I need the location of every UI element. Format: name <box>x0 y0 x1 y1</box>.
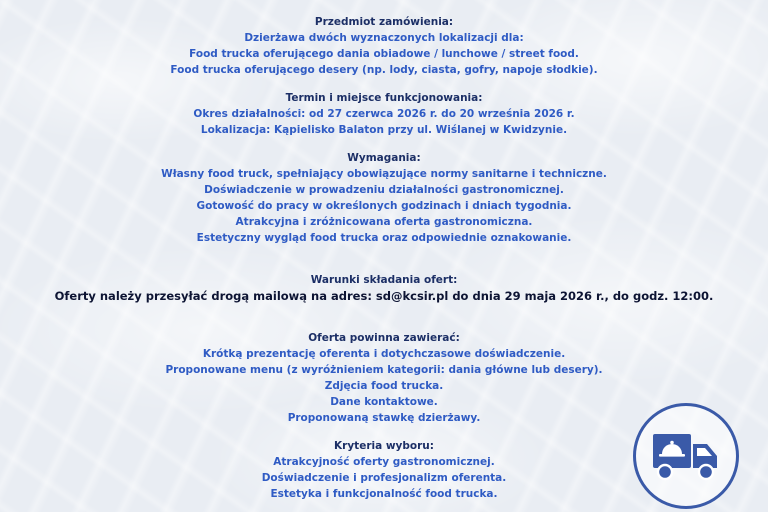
food-truck-badge <box>633 403 739 509</box>
schedule-heading: Termin i miejsce funkcjonowania: <box>285 92 483 104</box>
subject-section <box>0 14 768 78</box>
submission-section <box>0 272 768 304</box>
criteria-heading: Kryteria wyboru: <box>334 440 434 452</box>
requirement-item: Atrakcyjna i zróżnicowana oferta gastronomiczna. <box>235 216 533 228</box>
requirement-item: Własny food truck, spełniający obowiązujące normy sanitarne i techniczne. <box>161 168 607 180</box>
subject-line: Food trucka oferującego dania obiadowe / lunchowe / street food. <box>189 48 579 60</box>
subject-line: Dzierżawa dwóch wyznaczonych lokalizacji dla: <box>244 32 524 44</box>
requirement-item: Doświadczenie w prowadzeniu działalności gastronomicznej. <box>204 184 564 196</box>
offer-contents-item: Proponowaną stawkę dzierżawy. <box>287 412 481 424</box>
requirement-item: Estetyczny wygląd food trucka oraz odpowiednie oznakowanie. <box>196 232 572 244</box>
schedule-section <box>0 90 768 138</box>
criteria-item: Atrakcyjność oferty gastronomicznej. <box>273 456 495 468</box>
criteria-item: Doświadczenie i profesjonalizm oferenta. <box>261 472 507 484</box>
offer-contents-section <box>0 330 768 426</box>
subject-heading: Przedmiot zamówienia: <box>314 16 454 28</box>
schedule-line: Lokalizacja: Kąpielisko Balaton przy ul. Wiślanej w Kwidzynie. <box>200 124 568 136</box>
offer-contents-heading: Oferta powinna zawierać: <box>308 332 460 344</box>
subject-line: Food trucka oferującego desery (np. lody, ciasta, gofry, napoje słodkie). <box>170 64 598 76</box>
requirement-item: Gotowość do pracy w określonych godzinach i dniach tygodnia. <box>196 200 572 212</box>
requirements-heading: Wymagania: <box>347 152 421 164</box>
offer-contents-item: Zdjęcia food trucka. <box>324 380 444 392</box>
schedule-line: Okres działalności: od 27 czerwca 2026 r. do 20 września 2026 r. <box>193 108 575 120</box>
offer-contents-item: Krótką prezentację oferenta i dotychczasowe doświadczenie. <box>202 348 566 360</box>
requirements-section <box>0 150 768 246</box>
food-truck-icon <box>651 428 721 486</box>
offer-contents-item: Dane kontaktowe. <box>330 396 438 408</box>
submission-heading: Warunki składania ofert: <box>310 274 458 286</box>
criteria-item: Estetyka i funkcjonalność food trucka. <box>270 488 498 500</box>
submission-instructions: Oferty należy przesyłać drogą mailową na adres: sd@kcsir.pl do dnia 29 maja 2026 r., do godz. 12:00. <box>54 289 714 303</box>
offer-contents-item: Proponowane menu (z wyróżnieniem kategorii: dania główne lub desery). <box>165 364 603 376</box>
